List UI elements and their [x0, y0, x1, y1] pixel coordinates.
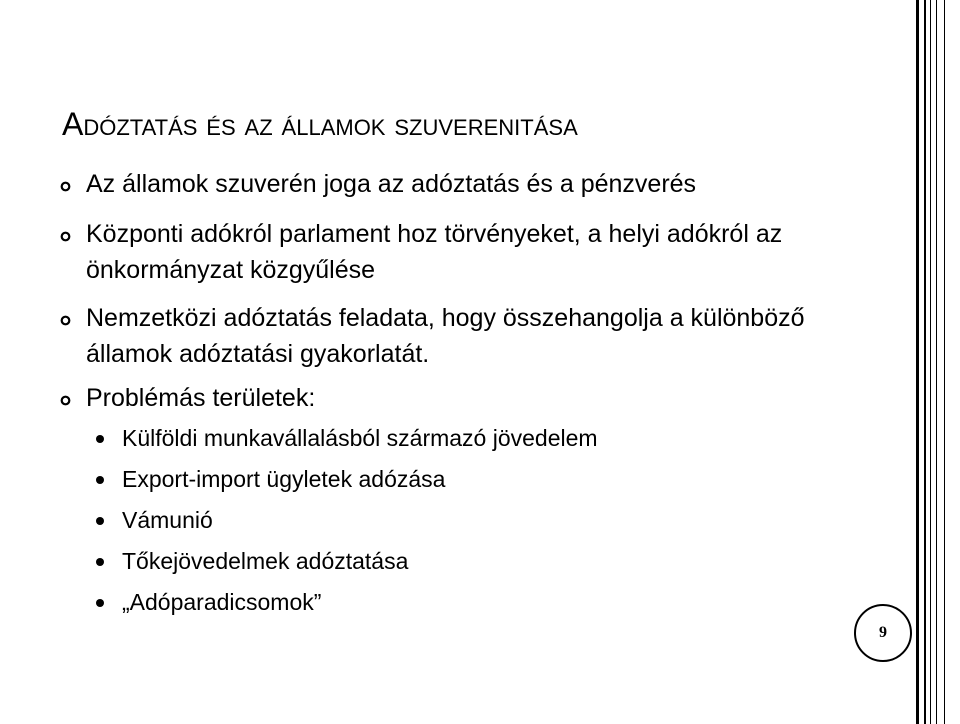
bullet-item	[60, 380, 880, 623]
ring-bullet-icon	[60, 181, 71, 192]
sub-bullet-list	[86, 418, 880, 623]
sub-bullet-item	[60, 459, 880, 500]
ring-bullet-icon	[60, 395, 71, 406]
ring-bullet-icon	[60, 231, 71, 242]
bullet-text: Problémás területek:	[86, 384, 316, 412]
sub-bullet-text: Vámunió	[122, 507, 213, 533]
bullet-text: Az államok szuverén joga az adóztatás és a pénzverés	[86, 170, 697, 198]
decorative-border	[914, 0, 960, 724]
dot-bullet-icon	[96, 517, 104, 525]
border-line	[916, 0, 919, 724]
sub-bullet-text: Külföldi munkavállalásból származó jövedelem	[122, 425, 598, 451]
dot-bullet-icon	[96, 435, 104, 443]
border-line	[944, 0, 945, 724]
bullet-list	[60, 166, 880, 637]
page-number: 9	[879, 624, 887, 641]
bullet-text: Központi adókról parlament hoz törvényeket, a helyi adókról az önkormányzat közgyűlése	[86, 220, 783, 284]
bullet-item	[60, 300, 880, 372]
slide-title: Adóztatás és az államok szuverenitása	[62, 106, 578, 142]
border-line	[936, 0, 937, 724]
border-line	[930, 0, 931, 724]
sub-bullet-item	[60, 418, 880, 459]
sub-bullet-text: Export-import ügyletek adózása	[122, 466, 446, 492]
sub-bullet-item	[60, 582, 880, 623]
ring-bullet-icon	[60, 315, 71, 326]
bullet-item	[60, 166, 880, 202]
page-number-badge	[854, 604, 912, 662]
sub-bullet-item	[60, 500, 880, 541]
sub-bullet-text: Tőkejövedelmek adóztatása	[122, 548, 409, 574]
dot-bullet-icon	[96, 558, 104, 566]
dot-bullet-icon	[96, 599, 104, 607]
bullet-text: Nemzetközi adóztatás feladata, hogy összehangolja a különböző államok adóztatási gyakorlatát.	[86, 304, 805, 368]
sub-bullet-item	[60, 541, 880, 582]
border-line	[924, 0, 926, 724]
bullet-item	[60, 216, 880, 288]
dot-bullet-icon	[96, 476, 104, 484]
sub-bullet-text: „Adóparadicsomok”	[122, 589, 322, 615]
